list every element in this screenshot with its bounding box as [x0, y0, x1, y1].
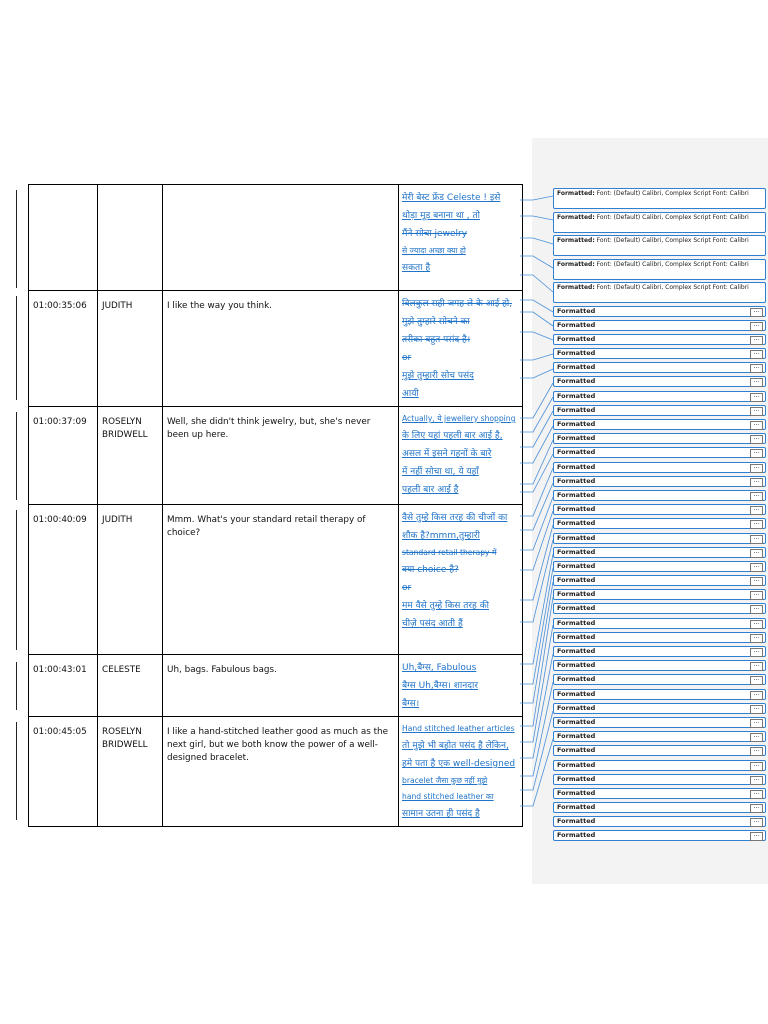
comment-label: Formatted	[557, 689, 596, 698]
comment-label: Formatted	[557, 448, 596, 457]
comment-connector	[520, 739, 553, 806]
more-options-button[interactable]: ...	[750, 535, 763, 544]
comment-text: Font: (Default) Calibri, Complex Script Font: Calibri	[596, 213, 749, 221]
more-options-button[interactable]: ...	[750, 620, 763, 629]
comment-label: Formatted	[557, 618, 596, 627]
more-options-button[interactable]: ...	[750, 449, 763, 458]
translation-line: बिलकुल सही जगह ले के आई हो,	[402, 299, 513, 309]
comment-label: Formatted	[557, 363, 596, 372]
dialogue-cell[interactable]: Uh, bags. Fabulous bags.	[163, 655, 399, 717]
speaker-cell[interactable]: JUDITH	[98, 505, 163, 655]
more-options-button[interactable]: ...	[750, 478, 763, 487]
comment-connector	[520, 426, 553, 463]
comment-connector	[520, 369, 553, 378]
more-options-button[interactable]: ...	[750, 421, 763, 430]
more-options-button[interactable]: ...	[750, 790, 763, 799]
more-options-button[interactable]: ...	[750, 776, 763, 785]
comment-connector	[520, 238, 553, 244]
translation-line: तरीका बहुत पसंद है।	[402, 335, 471, 345]
comment-text: Font: (Default) Calibri, Complex Script Font: Calibri	[596, 260, 749, 268]
comment-label: Formatted	[557, 803, 596, 812]
more-options-button[interactable]: ...	[750, 818, 763, 827]
more-options-button[interactable]: ...	[750, 719, 763, 728]
translation-line: मुझे तुम्हारी सोच पसंद	[402, 371, 474, 381]
more-options-button[interactable]: ...	[750, 492, 763, 501]
comment-label: Formatted:	[557, 213, 595, 221]
comment-text: Font: (Default) Calibri, Complex Script Font: Calibri	[596, 284, 749, 291]
translation-line: से ज्यादा अच्छा क्या हो	[402, 246, 466, 255]
translation-line: हमे पता है एक well-designed	[402, 759, 516, 769]
more-options-button[interactable]: ...	[750, 605, 763, 614]
more-options-button[interactable]: ...	[750, 350, 763, 359]
more-options-button[interactable]: ...	[750, 634, 763, 643]
comment-text: Font: (Default) Calibri, Complex Script Font: Calibri	[596, 237, 749, 244]
translation-line: मम वैसे तुम्हे किस तरह की	[402, 601, 489, 611]
translation-line: क्या choice है?	[402, 565, 459, 575]
comment-label: Formatted	[557, 391, 596, 400]
more-options-button[interactable]: ...	[750, 832, 763, 841]
comment-label: Formatted	[557, 590, 596, 599]
comment-connector	[520, 483, 553, 530]
translation-line: Actually, ये jewellery shopping	[402, 414, 516, 423]
dialogue-cell[interactable]: I like the way you think.	[163, 291, 399, 407]
more-options-button[interactable]: ...	[750, 762, 763, 771]
more-options-button[interactable]: ...	[750, 591, 763, 600]
translation-line: बैग्स Uh,बैग्स। शानदार	[402, 681, 479, 691]
comment-connector	[520, 216, 553, 220]
timecode-cell[interactable]: 01:00:43:01	[29, 655, 98, 717]
timecode-cell[interactable]: 01:00:45:05	[29, 717, 98, 827]
speaker-cell[interactable]: JUDITH	[98, 291, 163, 407]
comment-label: Formatted	[557, 647, 596, 655]
comment-label: Formatted	[557, 306, 596, 315]
comment-label: Formatted	[557, 760, 596, 769]
comment-label: Formatted	[557, 703, 596, 712]
more-options-button[interactable]: ...	[750, 747, 763, 756]
comment-label: Formatted	[557, 476, 596, 485]
comment-label: Formatted	[557, 490, 596, 499]
comment-label: Formatted	[557, 334, 596, 343]
translation-line: वैसे तुम्हे किस तरह की चीजों का	[402, 513, 508, 523]
comment-connector	[520, 196, 553, 200]
more-options-button[interactable]: ...	[750, 506, 763, 515]
more-options-button[interactable]: ...	[750, 549, 763, 558]
comment-label: Formatted	[557, 661, 596, 670]
comment-label: Formatted	[557, 349, 596, 358]
dialogue-cell[interactable]: Well, she didn't think jewelry, but, she's never been up here.	[163, 407, 399, 505]
comment-connector	[520, 383, 553, 418]
more-options-button[interactable]: ...	[750, 407, 763, 416]
comment-label: Formatted	[557, 632, 596, 641]
more-options-button[interactable]: ...	[750, 676, 763, 685]
translation-line: bracelet जैसा कुछ नहीं मुझे	[402, 776, 488, 785]
comment-label: Formatted:	[557, 284, 595, 291]
translation-line: Uh,बैग्स, Fabulous	[402, 663, 477, 673]
comment-label: Formatted	[557, 377, 596, 386]
comment-label: Formatted	[557, 505, 596, 514]
translation-line: चीज़े पसंद आती हैं	[402, 619, 463, 629]
comment-label: Formatted	[557, 675, 596, 684]
translation-line: or	[402, 353, 412, 363]
comment-connector	[520, 525, 553, 600]
translation-line: बैग्स।	[402, 699, 420, 709]
comment-label: Formatted	[557, 788, 596, 797]
timecode-cell[interactable]: 01:00:37:09	[29, 407, 98, 505]
more-options-button[interactable]: ...	[750, 662, 763, 671]
comment-label: Formatted	[557, 434, 596, 443]
comment-label: Formatted	[557, 831, 596, 840]
translation-line: में नहीं सोचा था, ये यहाँ	[402, 467, 479, 477]
translation-line: असल में इसने गहनों के बारे	[402, 449, 492, 459]
comment-connector	[520, 397, 553, 432]
comment-label: Formatted	[557, 732, 596, 741]
translation-line: hand stitched leather का	[402, 792, 494, 801]
translation-line: मुझे तुम्हारे सोचने का	[402, 317, 470, 327]
dialogue-cell[interactable]: I like a hand-stitched leather good as much as the next girl, but we both know the power of a well-designed bracelet.	[163, 717, 399, 827]
timecode-cell[interactable]: 01:00:35:06	[29, 291, 98, 407]
timecode-cell[interactable]: 01:00:40:09	[29, 505, 98, 655]
comment-label: Formatted	[557, 717, 596, 726]
comment-label: Formatted	[557, 420, 596, 428]
translation-line: तो मुझे भी बहोत पसंद है लेकिन,	[402, 741, 509, 751]
more-options-button[interactable]: ...	[750, 378, 763, 387]
comment-label: Formatted	[557, 576, 596, 585]
more-options-button[interactable]: ...	[750, 563, 763, 572]
comment-label: Formatted	[557, 533, 596, 542]
more-options-button[interactable]: ...	[750, 435, 763, 444]
more-options-button[interactable]: ...	[750, 733, 763, 742]
comment-connector	[520, 275, 553, 292]
more-options-button[interactable]: ...	[750, 691, 763, 700]
comment-label: Formatted:	[557, 260, 595, 268]
translation-line: सकता है	[402, 263, 431, 273]
comment-label: Formatted	[557, 519, 596, 528]
dialogue-cell[interactable]: Mmm. What's your standard retail therapy of choice?	[163, 505, 399, 655]
translation-line: पहली बार आई है	[402, 485, 459, 495]
translation-line: सामान उतना ही पसंद है	[402, 809, 480, 819]
translation-line: standard retail therapy में	[402, 548, 497, 557]
comment-connector	[520, 411, 553, 447]
comment-connector	[520, 354, 553, 360]
translation-line: मेरी बेस्ट फ्रेंड Celeste ! इसे	[402, 193, 501, 203]
speaker-cell[interactable]: ROSELYN BRIDWELL	[98, 407, 163, 505]
comment-label: Formatted	[557, 462, 596, 471]
translation-line: or	[402, 583, 412, 593]
more-options-button[interactable]: ...	[750, 648, 763, 657]
comment-text: Font: (Default) Calibri, Complex Script Font: Calibri	[596, 190, 749, 197]
comment-label: Formatted	[557, 746, 596, 755]
comment-label: Formatted	[557, 561, 596, 570]
more-options-button[interactable]: ...	[750, 336, 763, 345]
translation-line: थोड़ा मूड बनाना था , तो	[402, 211, 480, 221]
speaker-cell[interactable]: CELESTE	[98, 655, 163, 717]
more-options-button[interactable]: ...	[750, 308, 763, 317]
translation-line: मैंने सोचा jewelry	[402, 229, 468, 239]
comment-label: Formatted:	[557, 237, 595, 244]
comment-connector	[520, 256, 553, 268]
more-options-button[interactable]: ...	[750, 520, 763, 529]
more-options-button[interactable]: ...	[750, 577, 763, 586]
more-options-button[interactable]: ...	[750, 705, 763, 714]
more-options-button[interactable]: ...	[750, 364, 763, 373]
comment-connector	[520, 300, 553, 312]
more-options-button[interactable]: ...	[750, 804, 763, 813]
comment-label: Formatted	[557, 774, 596, 783]
comment-label: Formatted	[557, 547, 596, 556]
more-options-button[interactable]: ...	[750, 322, 763, 331]
comment-label: Formatted	[557, 320, 596, 329]
comment-connector	[520, 312, 553, 326]
comment-label: Formatted	[557, 604, 596, 613]
comment-connector	[520, 332, 553, 340]
comment-label: Formatted	[557, 817, 596, 826]
more-options-button[interactable]: ...	[750, 464, 763, 473]
translation-line: आयी	[402, 389, 419, 399]
translation-line: शौक है?mmm,तुम्हारी	[402, 531, 480, 541]
comment-connector	[520, 454, 553, 492]
speaker-cell[interactable]: ROSELYN BRIDWELL	[98, 717, 163, 827]
translation-line: Hand stitched leather articles	[402, 724, 515, 733]
comment-label: Formatted	[557, 405, 596, 414]
comment-label: Formatted:	[557, 190, 595, 197]
translation-line: के लिए यहां पहली बार आई है,	[402, 431, 503, 441]
more-options-button[interactable]: ...	[750, 393, 763, 402]
